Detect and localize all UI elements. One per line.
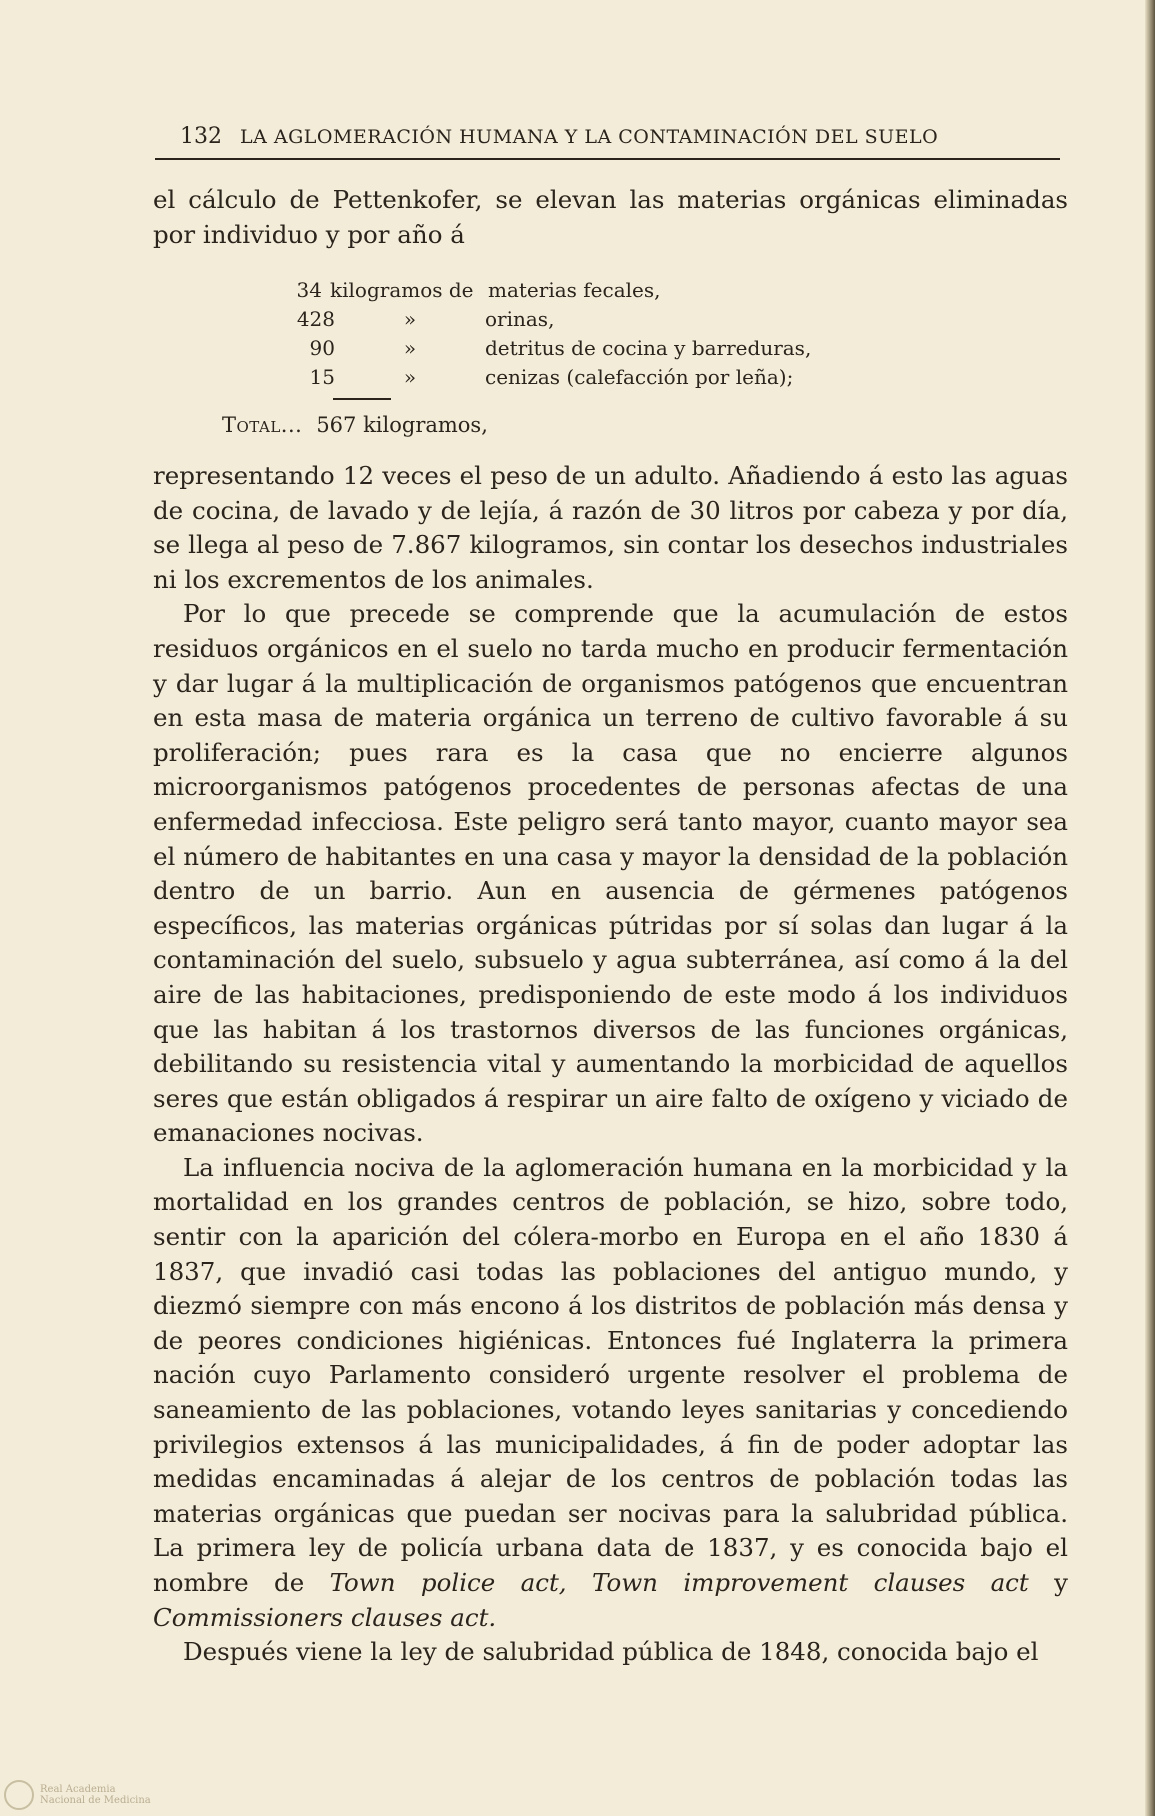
table-qty: 15 (309, 365, 335, 389)
table-qty: 34 (296, 278, 322, 302)
paragraph: representando 12 veces el peso de un adulto. Añadiendo á esto las aguas de cocina, de lavado y de lejía, á razón de 30 litros por cabeza y por día, se llega al peso de 7.867 kilogramos, sin contar los desechos industriales ni los excrementos de los animales. (153, 461, 1068, 594)
table-row (210, 276, 811, 305)
table-unit: kilogramos de (330, 278, 474, 302)
running-header (180, 124, 1060, 149)
paragraph: La influencia nociva de la aglomeración humana en la morbicidad y la mortalidad en los grandes centros de población, se hizo, sobre todo, sentir con la aparición del cólera-morbo en Europa en el año 1830 á 1837, que invadió casi todas las poblaciones del antiguo mundo, y diezmó siempre con más encono á los distritos de población más densa y de peores condiciones higiénicas. Entonces fué Inglaterra la primera nación cuyo Parlamento consideró urgente resolver el problema de saneamiento de las poblaciones, votando leyes sanitarias y concediendo privilegios extensos á las municipalidades, á fin de poder adoptar las medidas encaminadas á alejar de los centros de población todas las materias orgánicas que puedan ser nocivas para la salubridad pública. La primera ley de policía urbana data de 1837, y es conocida bajo el nombre de Town police act, Town improvement clauses act y Commissioners clauses act. (153, 1152, 1068, 1632)
table-qty: 428 (296, 307, 335, 331)
table-row (210, 363, 811, 392)
page-edge-shadow (1145, 0, 1155, 1816)
act-name: Town police act, (329, 1568, 567, 1597)
header-rule (155, 158, 1060, 160)
paragraph: Después viene la ley de salubridad pública de 1848, conocida bajo el (183, 1637, 1039, 1667)
act-name: Town improvement clauses act (592, 1568, 1029, 1597)
table-row (210, 305, 811, 334)
waste-table (210, 276, 811, 392)
body-text (153, 459, 1068, 1670)
table-desc: materias fecales, (488, 278, 661, 302)
table-desc: detritus de cocina y barreduras, (485, 336, 812, 360)
act-name: Commissioners clauses act. (153, 1602, 497, 1632)
total-value: 567 kilogramos, (316, 413, 488, 437)
ditto-mark: » (403, 336, 417, 360)
table-qty: 90 (309, 336, 335, 360)
page-number: 132 (180, 124, 222, 149)
sum-rule (333, 398, 391, 400)
table-total (222, 413, 488, 437)
intro-paragraph: el cálculo de Pettenkofer, se elevan las materias orgánicas eliminadas por individuo y por año á (153, 185, 1068, 249)
table-desc: orinas, (485, 307, 555, 331)
total-label: Total... (222, 413, 303, 437)
table-row (210, 334, 811, 363)
seal-icon (4, 1780, 34, 1810)
table-desc: cenizas (calefacción por leña); (485, 365, 794, 389)
ditto-mark: » (403, 365, 417, 389)
paragraph: Por lo que precede se comprende que la acumulación de estos residuos orgánicos en el suelo no tarda mucho en producir fermentación y dar lugar á la multiplicación de organismos patógenos que encuentran en esta masa de materia orgánica un terreno de cultivo favorable á su proliferación; pues rara es la casa que no encierre algunos microorganismos patógenos procedentes de personas afectas de una enfermedad infecciosa. Este peligro será tanto mayor, cuanto mayor sea el número de habitantes en una casa y mayor la densidad de la población dentro de un barrio. Aun en ausencia de gérmenes patógenos específicos, las materias orgánicas pútridas por sí solas dan lugar á la contaminación del suelo, subsuelo y agua subterránea, así como á la del aire de las habitaciones, predisponiendo de este modo á los individuos que las habitan á los trastornos diversos de las funciones orgánicas, debilitando su resistencia vital y aumentando la morbicidad de aquellos seres que están obligados á respirar un aire falto de oxígeno y viciado de emanaciones nocivas. (153, 599, 1068, 1148)
ditto-mark: » (403, 307, 417, 331)
library-watermark: Real Academia Nacional de Medicina (4, 1780, 151, 1810)
running-title: LA AGLOMERACIÓN HUMANA Y LA CONTAMINACIÓN DEL SUELO (240, 126, 939, 148)
